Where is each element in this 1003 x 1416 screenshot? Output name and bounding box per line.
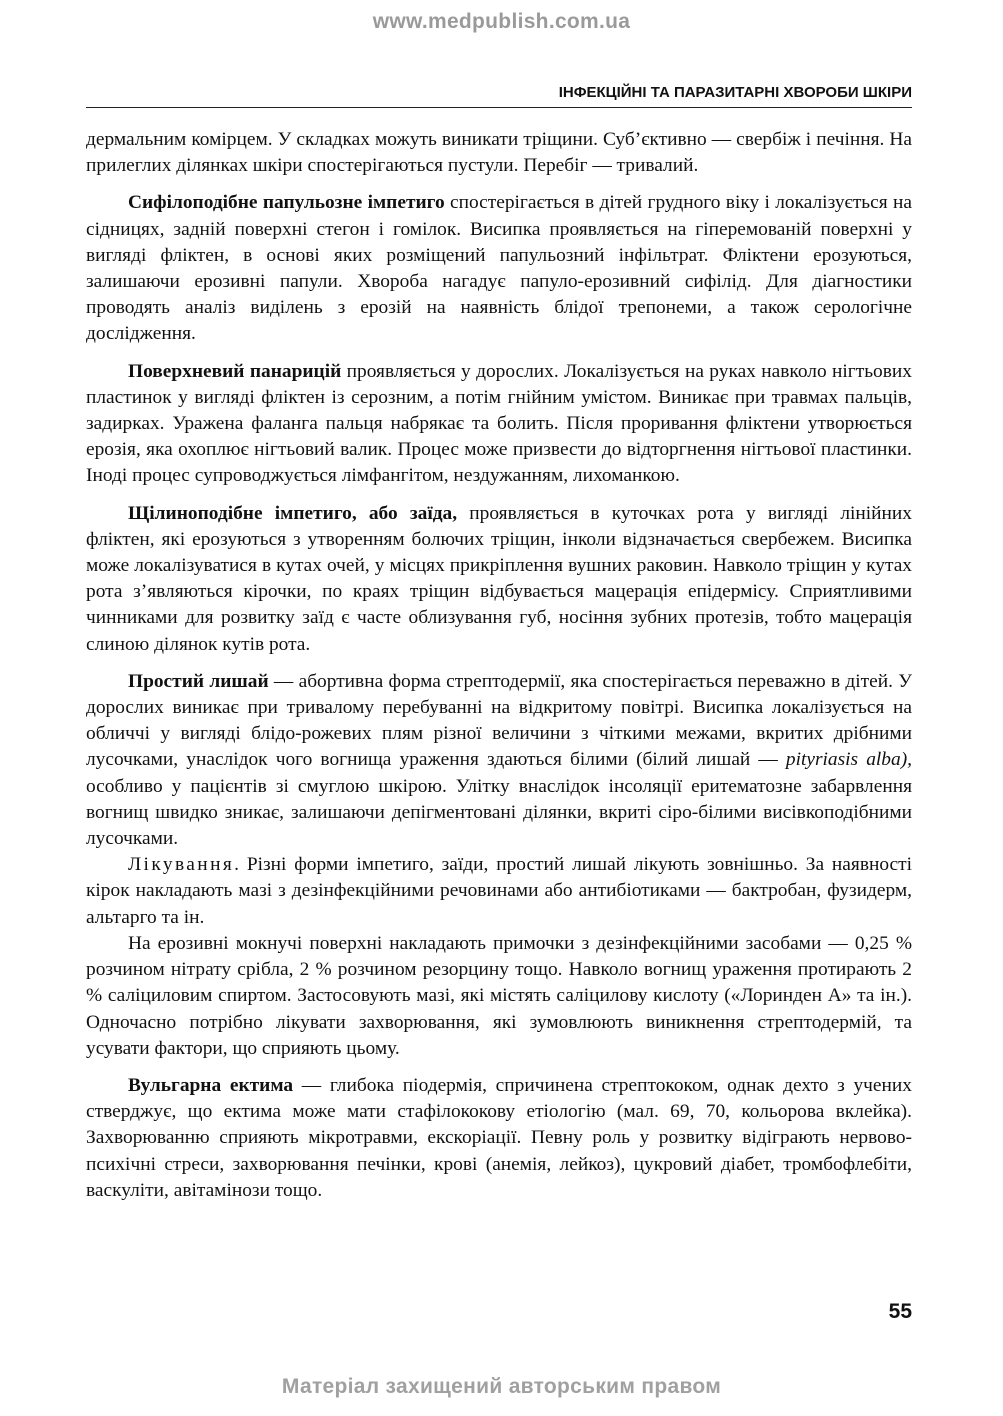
term-syphiloid-impetigo: Сифілоподібне папульозне імпетиго <box>128 192 445 214</box>
term-angular-cheilitis: Щілиноподібне імпетиго, або заїда, <box>128 502 458 524</box>
paragraph-ecthyma: Вульгарна ектима — глибока піодермія, спричинена стрептококом, однак дехто з учених стверджує, що ектима може мати стафілококову етіологію (мал. 69, 70, кольорова вклейка). Захворюванню сприяють мікротравми, екскоріації. Певну роль у розвитку відіграють нервово-психічні стреси, захворювання печінки, крові (анемія, лейкоз), цукровий діабет, тромбофлебіти, васкуліти, авітамінози тощо. <box>86 1074 912 1201</box>
running-header: ІНФЕКЦІЙНІ ТА ПАРАЗИТАРНІ ХВОРОБИ ШКІРИ <box>86 84 912 108</box>
watermark-top: www.medpublish.com.ua <box>372 10 631 33</box>
term-superficial-panaritium: Поверхневий панарицій <box>128 360 342 382</box>
page-body <box>86 127 912 1204</box>
paragraph-treatment: Лікування. Різні форми імпетиго, заїди, простий лишай лікують зовнішньо. За наявності кірок накладають мазі з дезінфекційними речовинами або антибіотиками — бактробан, фузидерм, альтарго та ін. <box>86 854 912 928</box>
paragraph-pityriasis-alba: Простий лишай — абортивна форма стрептодермії, яка спостерігається переважно в дітей. У дорослих виникає при тривалому перебуванні на відкритому повітрі. Висипка локалізується на обличчі у вигляді блідо-рожевих плям різної величини з чіткими межами, вкритих дрібними лусочками, унаслідок чого вогнища ураження здаються білими (білий лишай — pityriasis alba), особливо у пацієнтів зі смуглою шкірою. Улітку внаслідок інсоляції еритематозне забарвлення вогнищ швидко зникає, залишаючи депігментовані ділянки, вкриті сіро-білими висівкоподібними лусочками. <box>86 670 912 850</box>
page-number: 55 <box>888 1300 912 1323</box>
watermark-bottom: Матеріал захищений авторським правом <box>281 1375 722 1398</box>
paragraph-angular-cheilitis: Щілиноподібне імпетиго, або заїда, проявляється в куточках рота у вигляді лінійних фліктен, які ерозуються з утворенням болючих тріщин, інколи відзначається свербежем. Висипка може локалізуватися в кутах очей, у місцях прикріплення вушних раковин. Навколо тріщин у кутах рота з’являються кірочки, по краях тріщин відбувається мацерація епідермісу. Сприятливими чинниками для розвитку заїд є часте облизування губ, носіння зубних протезів, тобто мацерація слиною ділянок кутів рота. <box>86 502 912 655</box>
paragraph-syphiloid-impetigo: Сифілоподібне папульозне імпетиго спостерігається в дітей грудного віку і локалізується на сідницях, задній поверхні стегон і гомілок. Висипка проявляється на гіперемованій поверхні у вигляді фліктен, в основі яких розміщений папульозний інфільтрат. Фліктени ерозуються, залишаючи ерозивні папули. Хвороба нагадує папуло-ерозивний сифілід. Для діагностики проводять аналіз виділень з ерозій на наявність блідої трепонеми, а також серологічне дослідження. <box>86 192 912 345</box>
latin-term: pityriasis alba), <box>785 749 912 771</box>
term-pityriasis-alba: Простий лишай <box>128 670 269 692</box>
paragraph-continuation: дермальним комірцем. У складках можуть виникати тріщини. Суб’єктивно — свербіж і печіння. На прилеглих ділянках шкіри спостерігаються пустули. Перебіг — тривалий. <box>86 129 912 177</box>
paragraph-treatment-lotions: На ерозивні мокнучі поверхні накладають примочки з дезінфекційними засобами — 0,25 % розчином нітрату срібла, 2 % розчином резорцину тощо. Навколо вогнищ ураження протирають 2 % саліциловим спиртом. Застосовують мазі, які містять саліцилову кислоту («Лоринден А» та ін.). Одночасно потрібно лікувати захворювання, які зумовлюють виникнення стрептодермій, та усувати фактори, що сприяють цьому. <box>86 932 912 1059</box>
term-ecthyma: Вульгарна ектима <box>128 1074 294 1096</box>
term-treatment: Лікування <box>128 854 235 876</box>
paragraph-superficial-panaritium: Поверхневий панарицій проявляється у дорослих. Локалізується на руках навколо нігтьових пластинок у вигляді фліктен із серозним, а потім гнійним умістом. Виникає при травмах пальців, задирках. Уражена фаланга пальця набрякає та болить. Після проривання фліктени утворюється ерозія, яка охоплює нігтьовий валик. Процес може призвести до відторгнення нігтьової пластинки. Іноді процес супроводжується лімфангітом, нездужанням, лихоманкою. <box>86 360 912 487</box>
